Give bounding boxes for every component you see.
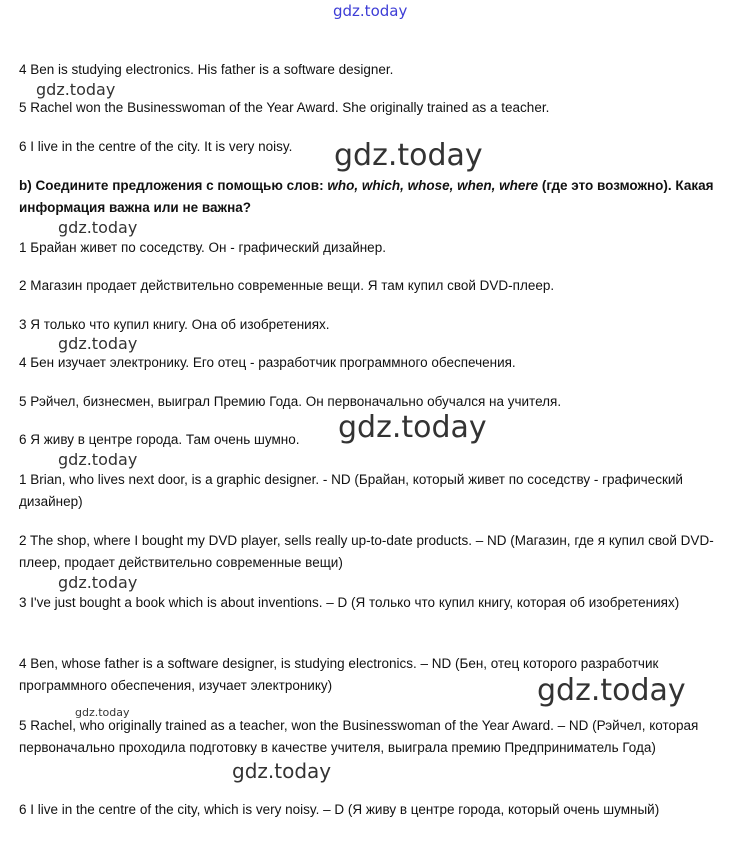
russian-sentence-5: 5 Рэйчел, бизнесмен, выиграл Премию Года. Он первоначально обучался на учителя.: [19, 394, 562, 409]
task-b-heading: [19, 175, 731, 219]
russian-sentence-3: 3 Я только что купил книгу. Она об изобретениях.: [19, 317, 330, 332]
answer-6: 6 I live in the centre of the city, which is very noisy. – D (Я живу в центре города, который очень шумный): [19, 802, 660, 817]
answer-1: 1 Brian, who lives next door, is a graphic designer. - ND (Брайан, который живет по соседству - графический дизайнер): [19, 472, 683, 509]
task-b-words: who, which, whose, when, where: [327, 178, 539, 193]
answer-3: 3 I've just bought a book which is about inventions. – D (Я только что купил книгу, которая об изобретениях): [19, 595, 680, 610]
english-sentence-6: 6 I live in the centre of the city. It is very noisy.: [19, 139, 293, 154]
english-sentence-5: 5 Rachel won the Businesswoman of the Year Award. She originally trained as a teacher.: [19, 100, 550, 115]
watermark-small: gdz.today: [58, 573, 138, 592]
watermark-small: gdz.today: [58, 450, 138, 469]
watermark-large: gdz.today: [334, 138, 483, 173]
watermark-small: gdz.today: [58, 218, 138, 237]
english-sentence-4: 4 Ben is studying electronics. His father is a software designer.: [19, 62, 394, 77]
answer-2: 2 The shop, where I bought my DVD player, sells really up-to-date products. – ND (Магазин, где я купил свой DVD-плеер, продает действительно современные вещи): [19, 533, 714, 570]
watermark-large: gdz.today: [338, 410, 487, 445]
task-b-suffix: (где это возможно). Какая информация важна или не важна?: [19, 178, 714, 215]
russian-sentence-2: 2 Магазин продает действительно современные вещи. Я там купил свой DVD-плеер.: [19, 278, 555, 293]
russian-sentence-1: 1 Брайан живет по соседству. Он - графический дизайнер.: [19, 240, 386, 255]
watermark-large: gdz.today: [537, 673, 686, 708]
russian-sentence-6: 6 Я живу в центре города. Там очень шумно.: [19, 432, 300, 447]
watermark-tiny: gdz.today: [75, 706, 130, 719]
answer-5: 5 Rachel, who originally trained as a teacher, won the Businesswoman of the Year Award. – ND (Рэйчел, которая первоначально проходила подготовку в качестве учителя, выиграла премию Предприниматель Года): [19, 718, 699, 755]
watermark-small: gdz.today: [36, 80, 116, 99]
watermark-medium: gdz.today: [232, 759, 332, 783]
answer-4: 4 Ben, whose father is a software designer, is studying electronics. – ND (Бен, отец которого разработчик программного обеспечения, изучает электронику): [19, 656, 659, 693]
watermark-top: gdz.today: [333, 2, 408, 20]
task-b-prefix: b) Соедините предложения с помощью слов:: [19, 178, 328, 193]
russian-sentence-4: 4 Бен изучает электронику. Его отец - разработчик программного обеспечения.: [19, 355, 516, 370]
watermark-small: gdz.today: [58, 334, 138, 353]
